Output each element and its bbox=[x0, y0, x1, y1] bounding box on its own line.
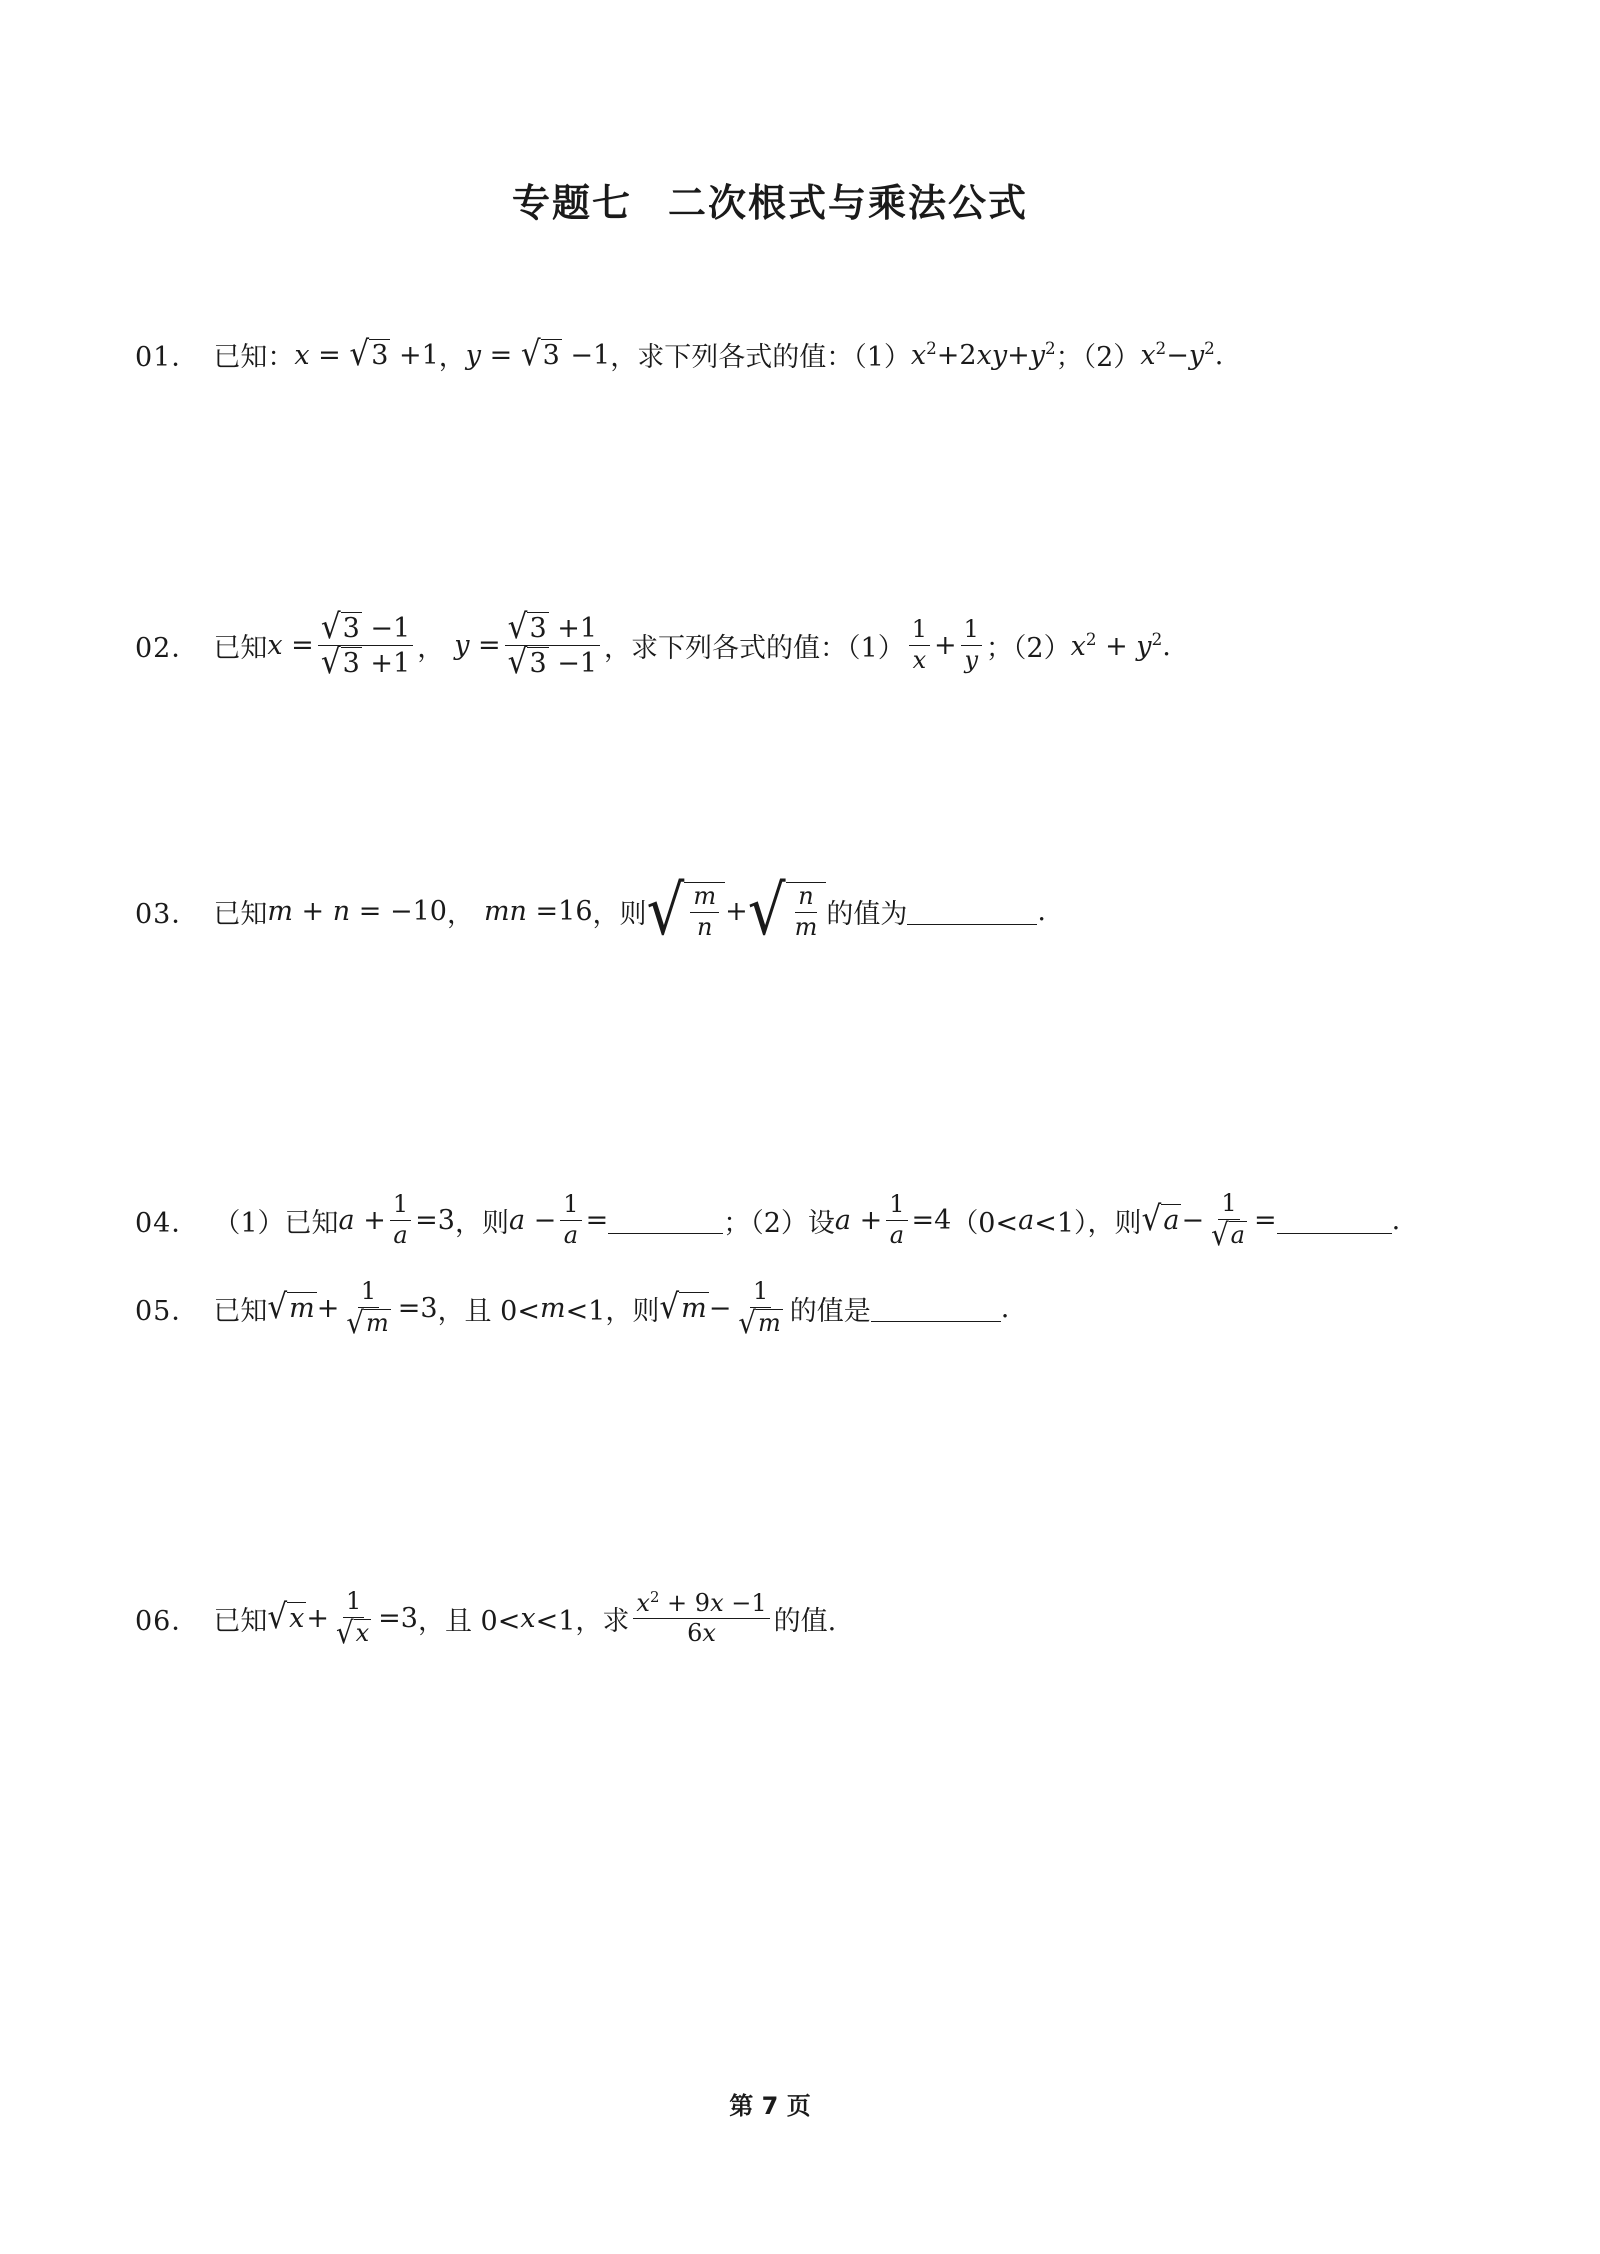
title-topic-name: 二次根式与乘法公式 bbox=[668, 181, 1029, 225]
question-text: 已知 bbox=[213, 1295, 268, 1327]
fraction-1-over-y: $\frac{1}{y}$ bbox=[961, 616, 982, 674]
sqrt-n-over-m: √ $\frac{n}{m}$ bbox=[748, 882, 827, 941]
question-03: 03． 已知 m + n = −10 ， mn =16 ，则 √ $\frac{m}{n}$ + √ $\frac{n}{m}$ 的值为 . bbox=[135, 871, 1046, 952]
sqrt-x: √ x bbox=[267, 1597, 305, 1637]
fraction-1-over-sqrt-a: 1 √ a bbox=[1211, 1189, 1245, 1253]
fraction-1-over-sqrt-m: 1 √ m bbox=[346, 1277, 389, 1341]
question-text: ，求下列各式的值：（1） bbox=[604, 633, 905, 665]
question-text: ；（2） bbox=[985, 633, 1071, 665]
question-number: 02． bbox=[135, 633, 200, 665]
fraction-1-over-sqrt-x: 1 √ x bbox=[336, 1587, 370, 1651]
question-text: ，求下列各式的值：（1） bbox=[610, 342, 911, 373]
sqrt-m: √ m bbox=[267, 1287, 315, 1327]
formula-y: y = √ 3 −1 bbox=[465, 333, 611, 374]
sqrt-m: √ m bbox=[659, 1287, 707, 1327]
question-text: ；（2） bbox=[1055, 342, 1141, 373]
question-text: 的值是 bbox=[789, 1295, 871, 1327]
answer-blank[interactable] bbox=[871, 1295, 1001, 1322]
question-text: ， bbox=[417, 633, 445, 665]
formula-equals-3: =3 bbox=[397, 1292, 438, 1324]
formula-part2: $x^2-y^2$. bbox=[1140, 338, 1224, 371]
fraction-expression: $\frac{x^2 + 9x -1}{6x}$ bbox=[633, 1589, 769, 1648]
formula-equals-4: =4 bbox=[911, 1204, 952, 1236]
question-number: 03． bbox=[135, 899, 200, 931]
question-text: <1，求 bbox=[535, 1605, 630, 1637]
question-number: 01． bbox=[135, 342, 200, 373]
formula-part1: $x^2+2xy+y^2$ bbox=[910, 338, 1056, 371]
var-m: m bbox=[539, 1292, 566, 1324]
question-text: 的值. bbox=[773, 1605, 837, 1637]
formula-a-minus: a − bbox=[508, 1204, 557, 1236]
formula-y: y = bbox=[454, 630, 501, 662]
formula-part2: $x^2 + y^2$. bbox=[1070, 629, 1171, 663]
var-a: a bbox=[1018, 1204, 1035, 1236]
question-04: 04． （1）已知 a + $\frac{1}{a}$ =3 ，则 a − $\frac{1}{a}$ = ；（2）设 a + $\frac{1}{a}$ =4 （0< a <1），则 √ a − 1 √ a = . bbox=[135, 1189, 1401, 1253]
question-text: 已知 bbox=[213, 633, 268, 665]
question-text: ，则 bbox=[454, 1207, 509, 1239]
formula-x: x = √ 3 +1 bbox=[294, 333, 439, 374]
formula-sum: m + n = −10 bbox=[267, 896, 447, 928]
fraction-1-over-sqrt-m: 1 √ m bbox=[738, 1277, 781, 1341]
page-title bbox=[0, 172, 1540, 227]
page-number: 第 7 页 bbox=[729, 2092, 811, 2120]
fraction-1-over-x: $\frac{1}{x}$ bbox=[909, 616, 930, 674]
question-text: 的值为 bbox=[826, 899, 908, 931]
answer-blank-1[interactable] bbox=[608, 1207, 723, 1234]
formula-equals-3: =3 bbox=[378, 1602, 418, 1634]
question-number: 05． bbox=[135, 1295, 200, 1327]
answer-blank[interactable] bbox=[907, 898, 1037, 925]
fraction-1-over-a: $\frac{1}{a}$ bbox=[886, 1191, 907, 1249]
question-text: 已知 bbox=[213, 899, 268, 931]
equals-sign: = bbox=[1253, 1204, 1277, 1236]
question-text: （1）已知 bbox=[213, 1207, 339, 1239]
formula-equals-3: =3 bbox=[415, 1204, 455, 1236]
formula-product: mn =16 bbox=[483, 896, 593, 928]
question-text: （0< bbox=[951, 1207, 1019, 1239]
fraction-y: √ 3 +1 √ 3 −1 bbox=[505, 612, 600, 679]
question-text: ，且 0< bbox=[417, 1605, 521, 1637]
question-number: 04． bbox=[135, 1207, 200, 1239]
formula-a-plus: a + bbox=[338, 1204, 386, 1236]
question-06: 06． 已知 √ x + 1 √ x =3 ，且 0< x <1，求 $\frac{x^2 + 9x -1}{6x}$ 的值. bbox=[135, 1587, 837, 1651]
fraction-x: √ 3 −1 √ 3 +1 bbox=[318, 612, 413, 679]
sqrt-a: √ a bbox=[1141, 1199, 1180, 1239]
formula-x: x = bbox=[267, 630, 314, 662]
question-02: 02． 已知 x = √ 3 −1 √ 3 +1 ， y = √ 3 +1 √ 3 −1 ，求下列各式的值：（1） $\frac{1}{x}$ + $\frac{1}{y}$ ；（2） $x^2 + y^2$. bbox=[135, 607, 1171, 682]
question-text: <1），则 bbox=[1034, 1207, 1142, 1239]
fraction-1-over-a: $\frac{1}{a}$ bbox=[390, 1191, 411, 1249]
var-x: x bbox=[520, 1602, 536, 1634]
question-text: ，则 bbox=[592, 899, 647, 931]
question-text: ；（2）设 bbox=[723, 1207, 835, 1239]
question-text: 已知 bbox=[213, 1605, 268, 1637]
question-text: <1，则 bbox=[565, 1295, 660, 1327]
question-05: 05． 已知 √ m + 1 √ m =3 ，且 0< m <1，则 √ m − 1 √ m 的值是 . bbox=[135, 1277, 1010, 1341]
question-text: ， bbox=[438, 342, 466, 373]
question-text: ， bbox=[446, 899, 474, 931]
question-01 bbox=[135, 335, 1223, 374]
equals-sign: = bbox=[585, 1204, 609, 1236]
title-topic-number: 专题七 bbox=[511, 181, 632, 225]
sqrt-m-over-n: √ $\frac{m}{n}$ bbox=[647, 882, 726, 941]
question-number: 06． bbox=[135, 1605, 200, 1637]
answer-blank-2[interactable] bbox=[1277, 1207, 1392, 1234]
fraction-1-over-a: $\frac{1}{a}$ bbox=[560, 1191, 581, 1249]
question-text: 已知： bbox=[213, 342, 295, 373]
question-text: ，且 0< bbox=[437, 1295, 540, 1327]
formula-a-plus: a + bbox=[834, 1204, 883, 1236]
